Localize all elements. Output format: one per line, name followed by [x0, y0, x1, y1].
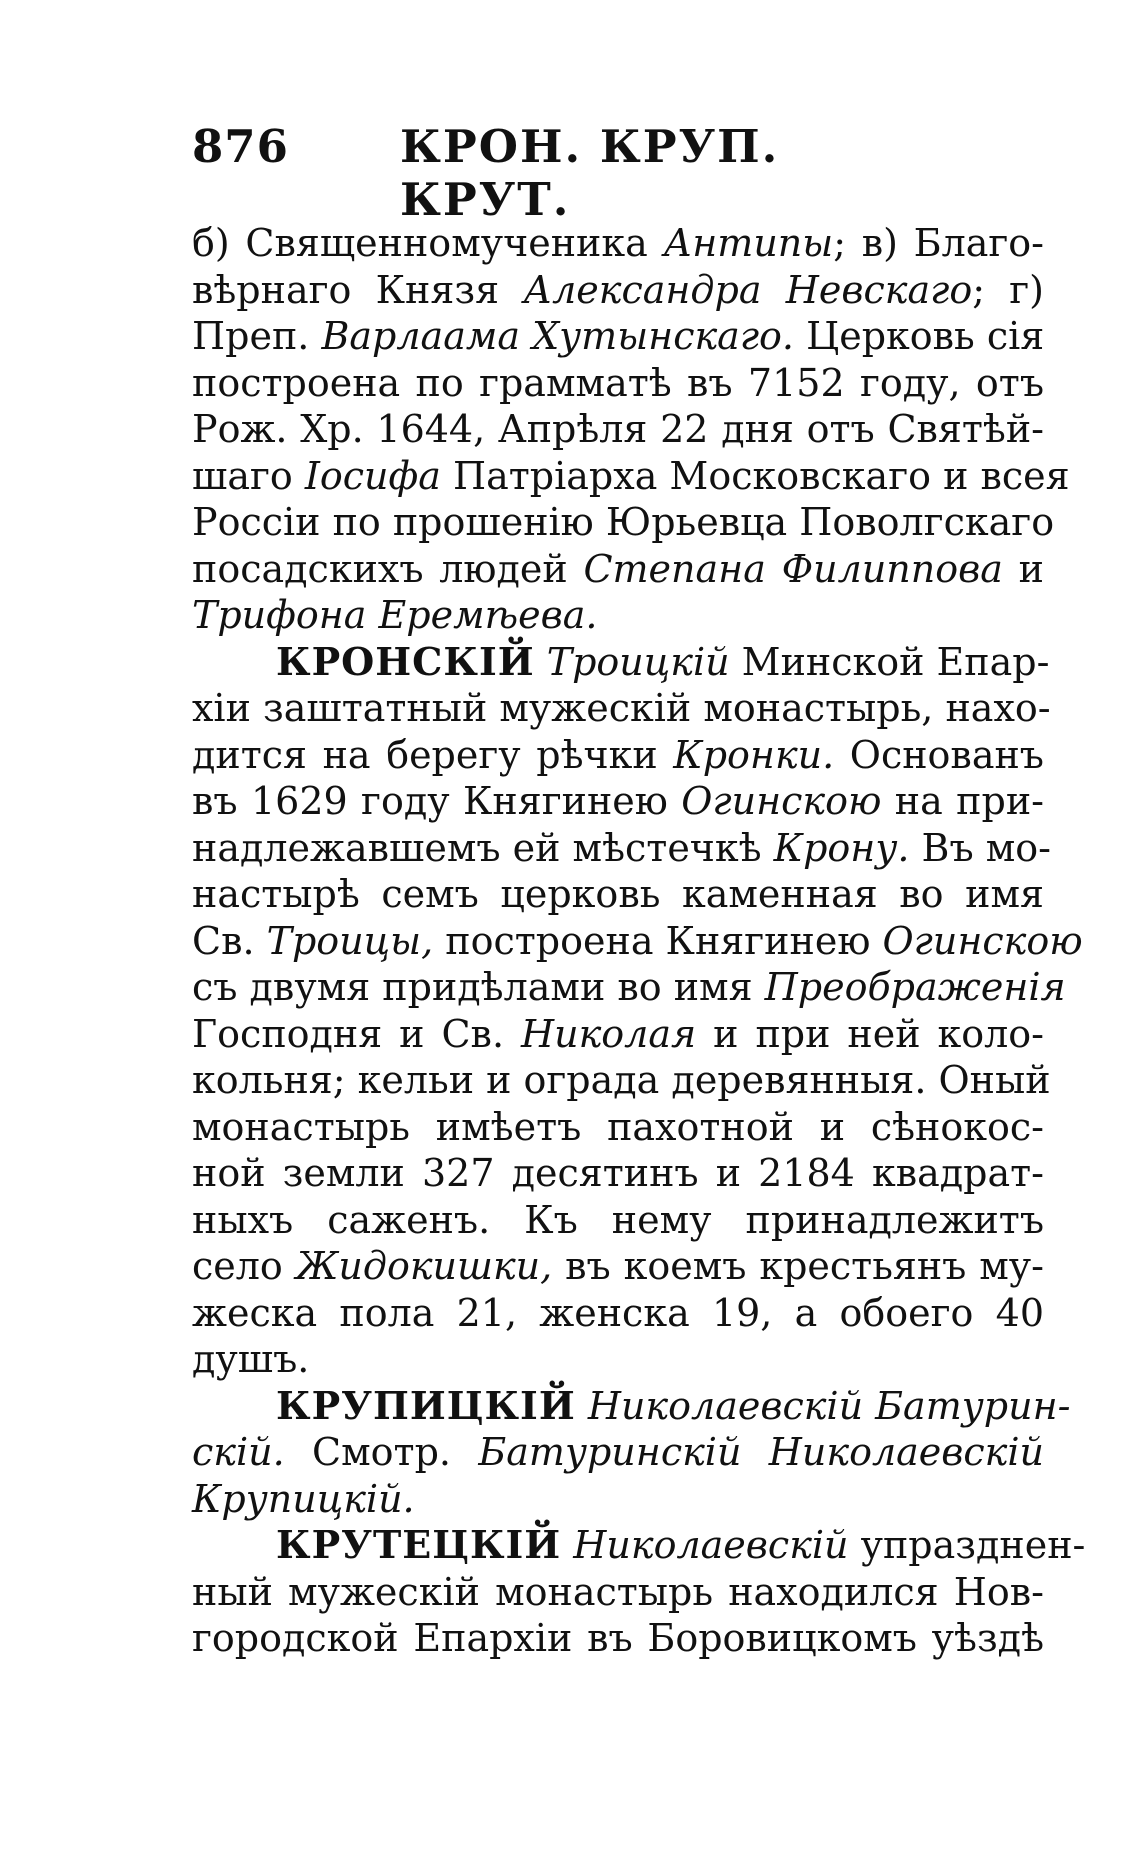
text-line	[192, 1150, 1044, 1197]
page-header	[192, 120, 852, 226]
text-segment: село	[192, 1244, 296, 1288]
text-segment: упразднен-	[848, 1523, 1086, 1567]
text-segment: монастырь имѣетъ пахотной и сѣнокос-	[192, 1104, 1044, 1149]
text-segment: ныхъ саженъ. Къ нему принадлежитъ	[192, 1197, 1044, 1242]
text-segment: ; г)	[972, 267, 1044, 312]
italic-text: скій.	[192, 1430, 285, 1474]
text-segment: построена по грамматѣ въ 7152 году, отъ	[192, 360, 1044, 405]
text-line	[192, 825, 1051, 872]
text-line	[192, 406, 1044, 453]
italic-text: Крону.	[773, 825, 910, 870]
entry-heading: КРОНСКІЙ	[276, 638, 535, 684]
text-segment: Смотр.	[284, 1430, 479, 1474]
text-segment: съ двумя придѣлами во имя	[192, 965, 765, 1009]
italic-text: Троицы,	[266, 918, 434, 963]
text-line	[192, 1197, 1044, 1244]
running-title: КРОН. КРУП. КРУТ.	[400, 120, 780, 226]
text-line	[192, 638, 1050, 686]
text-segment: Основанъ	[834, 732, 1044, 777]
italic-text: Жидокишки,	[295, 1244, 553, 1288]
text-line	[192, 1336, 1044, 1383]
text-line	[192, 220, 1044, 267]
text-line	[192, 499, 1055, 546]
text-segment: жеска пола 21, женска 19, а обоего 40	[192, 1290, 1044, 1335]
italic-text: Троицкій	[534, 639, 730, 684]
text-line	[192, 1011, 1044, 1058]
entry-heading: КРУПИЦКІЙ	[276, 1382, 576, 1428]
italic-text: Антипы	[663, 221, 834, 265]
text-segment: дится на берегу рѣчки	[192, 732, 674, 777]
text-segment: Св.	[192, 918, 267, 963]
italic-text: Варлаама Хутынскаго.	[321, 314, 794, 358]
text-line	[192, 1476, 1044, 1523]
text-segment: ный мужескій монастырь находился Нов-	[192, 1569, 1044, 1614]
text-segment: ной земли 327 десятинъ и 2184 квадрат-	[192, 1151, 1044, 1195]
text-line	[192, 1569, 1044, 1616]
text-segment: построена Княгинею	[433, 918, 883, 963]
italic-text: Батуринскій Николаевскій	[478, 1430, 1044, 1474]
text-line	[192, 732, 1044, 779]
text-line	[192, 313, 1044, 360]
entry-heading: КРУТЕЦКІЙ	[276, 1522, 562, 1567]
text-segment: Рож. Хр. 1644, Апрѣля 22 дня отъ Святѣй-	[192, 407, 1044, 451]
text-line	[192, 1429, 1044, 1476]
text-segment: настырѣ семъ церковь каменная во имя	[192, 872, 1044, 916]
text-segment: душъ.	[192, 1337, 310, 1381]
text-line	[192, 1615, 1044, 1662]
text-line	[192, 918, 1083, 965]
text-segment: посадскихъ людей	[192, 546, 584, 591]
italic-text: Степана Филиппова	[583, 546, 1003, 591]
text-segment: городской Епархіи въ Боровицкомъ уѣздѣ	[192, 1616, 1044, 1660]
text-line	[192, 1290, 1044, 1337]
text-segment: и при ней коло-	[696, 1011, 1044, 1056]
text-line	[192, 360, 1044, 407]
text-line	[192, 1057, 1051, 1104]
text-segment: въ 1629 году Княгинею	[192, 779, 682, 823]
italic-text: Николаевскій	[561, 1523, 849, 1567]
text-line	[192, 546, 1044, 593]
text-segment: шаго	[192, 453, 305, 498]
italic-text: Кронки.	[673, 732, 835, 777]
text-segment: надлежавшемъ ей мѣстечкѣ	[192, 825, 774, 870]
text-segment: Минской Епар-	[729, 639, 1050, 684]
text-line	[192, 1104, 1044, 1151]
italic-text: Іосифа	[304, 453, 441, 498]
text-segment: вѣрнаго Князя	[192, 267, 524, 312]
text-line	[192, 592, 1044, 639]
text-segment: и	[1002, 546, 1044, 591]
text-segment: Преп.	[192, 314, 322, 358]
text-line	[192, 453, 1070, 500]
body-text	[192, 220, 1086, 1662]
italic-text: Преображенія	[764, 965, 1066, 1009]
italic-text: Крупицкій.	[192, 1476, 415, 1521]
text-segment: хіи заштатный мужескій монастырь, нахо-	[192, 686, 1051, 730]
italic-text: Николаевскій Батурин-	[575, 1383, 1071, 1428]
text-segment: Церковь сія	[794, 314, 1045, 358]
text-line	[192, 1522, 1086, 1569]
text-segment: Въ мо-	[909, 825, 1051, 870]
italic-text: Александра Невскаго	[523, 267, 973, 312]
text-segment: кольня; кельи и ограда деревянныя. Оный	[192, 1058, 1051, 1102]
text-line	[192, 685, 1051, 732]
text-line	[192, 964, 1066, 1011]
text-segment: Россіи по прошенію Юрьевца Поволгскаго	[192, 500, 1055, 544]
italic-text: Трифона Еремѣева.	[192, 593, 598, 637]
italic-text: Огинскою	[882, 918, 1083, 963]
text-segment: въ коемъ крестьянъ му-	[552, 1244, 1044, 1288]
italic-text: Николая	[521, 1011, 697, 1056]
text-segment: ; в) Благо-	[833, 221, 1044, 265]
text-line	[192, 267, 1044, 314]
text-line	[192, 778, 1044, 825]
text-segment: Господня и Св.	[192, 1011, 521, 1056]
text-segment: б) Священномученика	[192, 221, 664, 265]
text-line	[192, 1382, 1071, 1430]
text-segment: на при-	[881, 779, 1044, 823]
text-line	[192, 871, 1044, 918]
text-segment: Патріарха Московскаго и всея	[440, 453, 1070, 498]
italic-text: Огинскою	[681, 779, 882, 823]
page-number: 876	[192, 120, 289, 173]
text-line	[192, 1243, 1044, 1290]
